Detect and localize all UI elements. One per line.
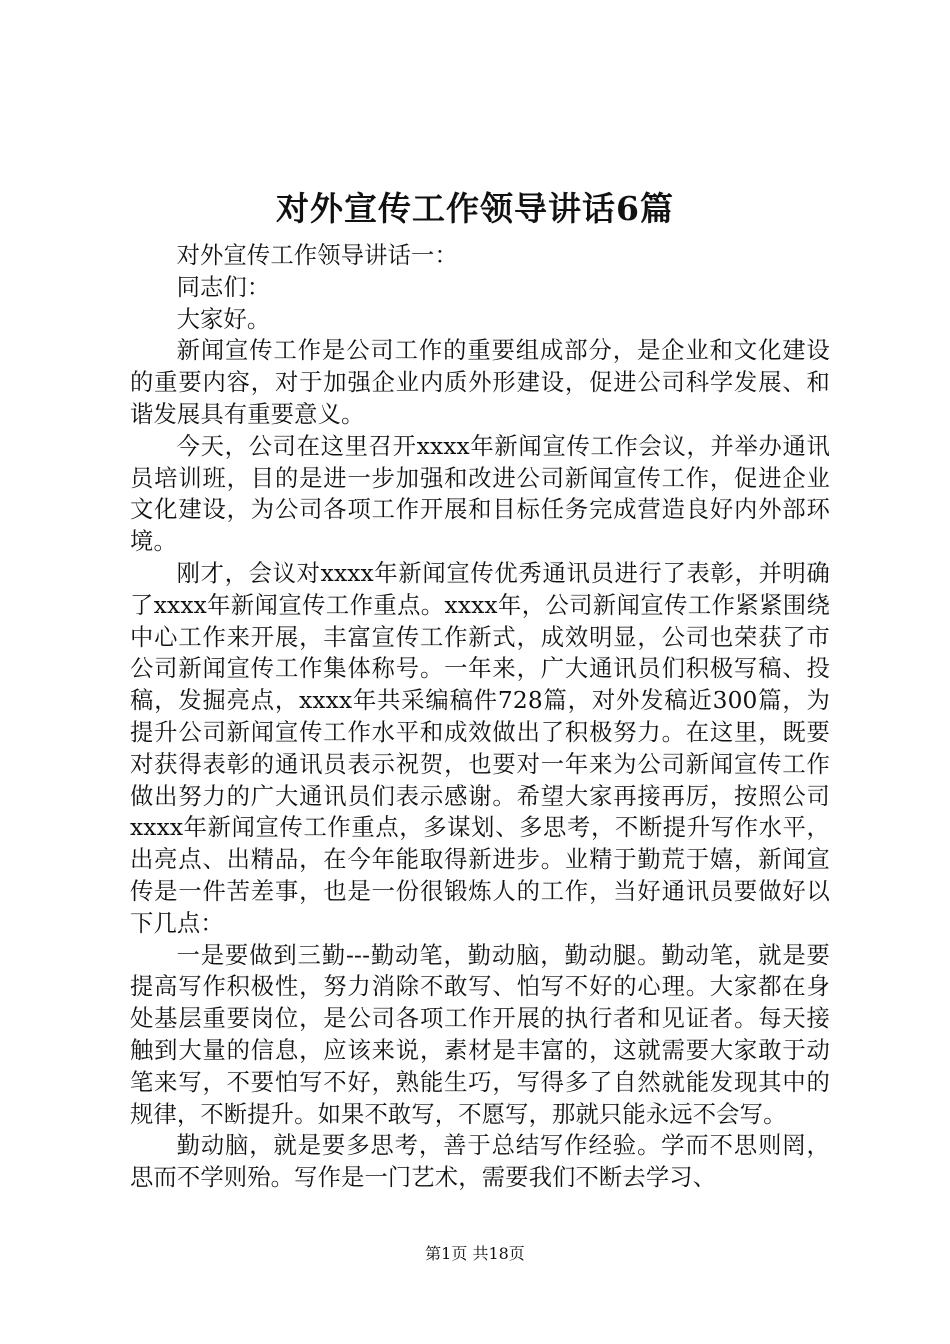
paragraph: 大家好。	[176, 305, 271, 333]
document-body	[130, 240, 830, 1194]
paragraph: 同志们：	[176, 273, 271, 301]
document-title: 对外宣传工作领导讲话6篇	[276, 189, 674, 228]
page-number-footer: 第1页 共18页	[425, 1244, 525, 1263]
paragraph: 一是要做到三勤---勤动笔，勤动脑，勤动腿。勤动笔，就是要提高写作积极性，努力消除不敢写、怕写不好的心理。大家都在身处基层重要岗位，是公司各项工作开展的执行者和见证者。每天接触到大量的信息，应该来说，素材是丰富的，这就需要大家敢于动笔来写，不要怕写不好，熟能生巧，写得多了自然就能发现其中的规律，不断提升。如果不敢写，不愿写，那就只能永远不会写。	[130, 941, 830, 1128]
paragraph: 对外宣传工作领导讲话一：	[176, 242, 458, 269]
paragraph: 刚才，会议对xxxx年新闻宣传优秀通讯员进行了表彰，并明确了xxxx年新闻宣传工作重点。xxxx年，公司新闻宣传工作紧紧围绕中心工作来开展，丰富宣传工作新式，成效明显，公司也荣获了市公司新闻宣传工作集体称号。一年来，广大通讯员们积极写稿、投稿，发掘亮点，xxxx年共采编稿件728篇，对外发稿近300篇，为提升公司新闻宣传工作水平和成效做出了积极努力。在这里，既要对获得表彰的通讯员表示祝贺，也要对一年来为公司新闻宣传工作做出努力的广大通讯员们表示感谢。希望大家再接再厉，按照公司xxxx年新闻宣传工作重点，多谋划、多思考，不断提升写作水平，出亮点、出精品，在今年能取得新进步。业精于勤荒于嬉，新闻宣传是一件苦差事，也是一份很锻炼人的工作，当好通讯员要做好以下几点：	[130, 559, 830, 937]
paragraph: 今天，公司在这里召开xxxx年新闻宣传工作会议，并举办通讯员培训班，目的是进一步加强和改进公司新闻宣传工作，促进企业文化建设，为公司各项工作开展和目标任务完成营造良好内外部环境。	[130, 432, 830, 556]
paragraph: 新闻宣传工作是公司工作的重要组成部分，是企业和文化建设的重要内容，对于加强企业内质外形建设，促进公司科学发展、和谐发展具有重要意义。	[130, 337, 830, 428]
paragraph: 勤动脑，就是要多思考，善于总结写作经验。学而不思则罔，思而不学则殆。写作是一门艺术，需要我们不断去学习、	[130, 1132, 830, 1192]
